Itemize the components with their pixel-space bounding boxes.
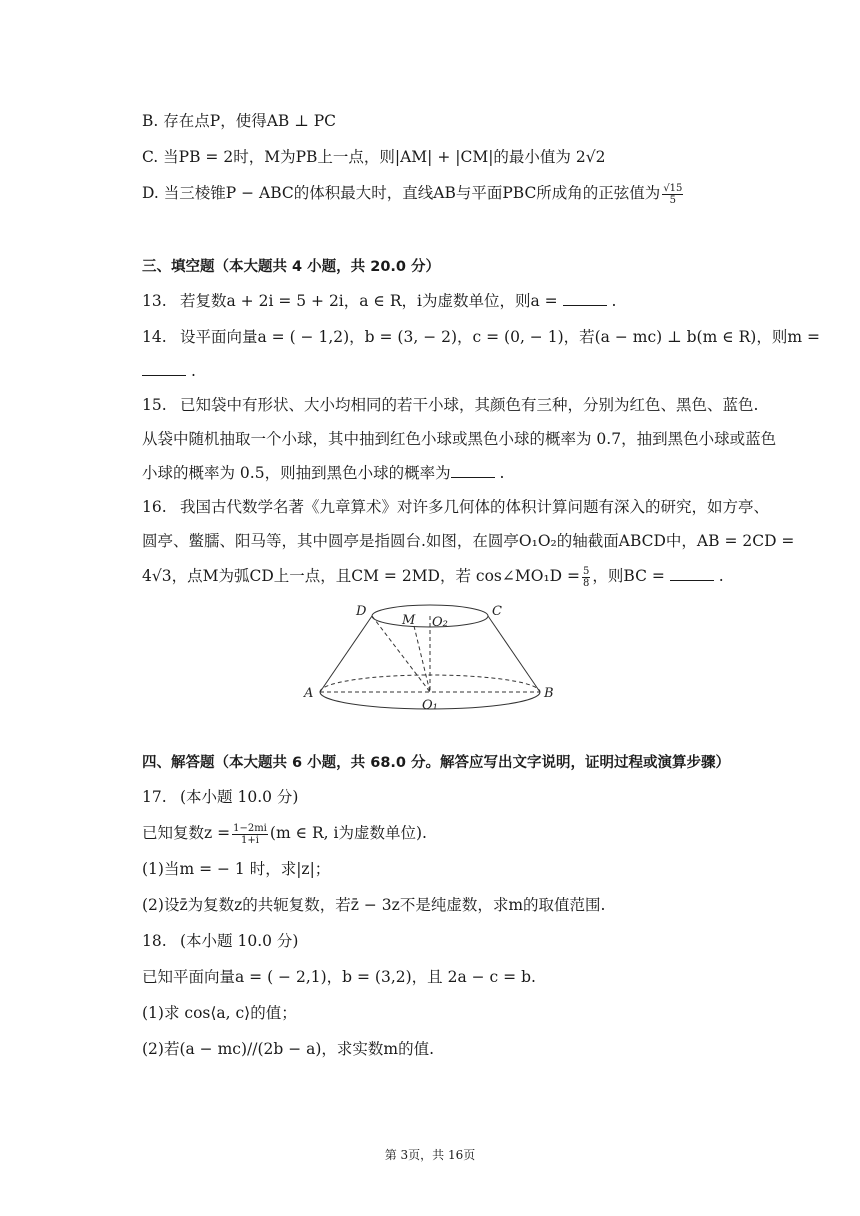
page-footer: 第 3页，共 16页	[384, 1148, 476, 1162]
question-15-line2: 从袋中随机抽取一个小球，其中抽到红色小球或黑色小球的概率为 0.7，抽到黑色小球或蓝色	[142, 430, 777, 448]
option-b-label: B.	[142, 112, 159, 130]
option-c	[142, 146, 760, 168]
section-3-title: 三、填空题（本大题共 4 小题，共 20.0 分）	[142, 259, 441, 275]
question-text: 我国古代数学名著《九章算术》对许多几何体的体积计算问题有深入的研究，如方亭、	[180, 498, 770, 516]
question-14	[142, 326, 820, 348]
label-o2: O₂	[432, 615, 448, 630]
z-fraction	[232, 823, 268, 846]
question-17-part2: (2)设z̄为复数z的共轭复数，若z̄ − 3z不是纯虚数，求m的取值范围.	[142, 896, 606, 914]
question-text: 已知袋中有形状、大小均相同的若干小球，其颜色有三种，分别为红色、黑色、蓝色.	[180, 396, 759, 414]
question-18-part1: (1)求 cos⟨a, c⟩的值；	[142, 1004, 297, 1022]
question-number: 16.	[142, 498, 167, 516]
question-18-stem: 已知平面向量a = ( − 2,1)，b = (3,2)，且 2a − c = b.	[142, 968, 536, 986]
question-text: 若复数a + 2i = 5 + 2i，a ∈ R，i为虚数单位，则a =	[180, 292, 558, 310]
question-18	[142, 930, 760, 952]
fraction-denominator: 5	[669, 194, 677, 206]
frustum-figure	[296, 597, 566, 715]
question-15	[142, 394, 760, 416]
option-c-label: C.	[142, 148, 159, 166]
option-d	[142, 182, 760, 206]
fraction-denominator: 1+i	[241, 834, 259, 846]
question-text: 设平面向量a = ( − 1,2)，b = (3, − 2)，c = (0, − 1)，若(a − mc) ⊥ b(m ∈ R)，则m =	[180, 328, 820, 346]
question-text: (m ∈ R, i为虚数单位).	[269, 824, 427, 842]
segment-mo1	[414, 626, 430, 692]
label-m: M	[402, 613, 416, 628]
option-c-text: 当PB = 2时，M为PB上一点，则|AM| + |CM|的最小值为 2√2	[163, 148, 606, 166]
answer-blank	[563, 291, 607, 306]
question-end: .	[190, 362, 196, 380]
question-end: .	[718, 567, 724, 585]
option-d-fraction	[662, 183, 683, 206]
question-score: (本小题 10.0 分)	[180, 932, 299, 950]
question-number: 15.	[142, 396, 167, 414]
question-text: 4√3，点M为弧CD上一点，且CM = 2MD，若 cos∠MO₁D =	[142, 567, 581, 585]
question-15-line3	[142, 462, 760, 484]
label-d: D	[356, 604, 367, 619]
fraction-numerator: 5	[583, 565, 590, 577]
label-a: A	[304, 686, 314, 701]
fraction-numerator: 1−2mi	[233, 822, 267, 834]
question-16	[142, 496, 770, 518]
option-d-text: 当三棱锥P − ABC的体积最大时，直线AB与平面PBC所成角的正弦值为	[163, 184, 661, 202]
question-end: .	[499, 464, 505, 482]
question-17-part1: (1)当m = − 1 时，求|z|；	[142, 860, 331, 878]
question-16-line2: 圆亭、鳖臑、阳马等，其中圆亭是指圆台.如图，在圆亭O₁O₂的轴截面ABCD中，AB = 2CD =	[142, 532, 795, 550]
cos-fraction	[582, 566, 590, 589]
question-17	[142, 786, 760, 808]
question-17-stem	[142, 822, 760, 846]
label-c: C	[492, 604, 502, 619]
label-b: B	[544, 686, 554, 701]
section-4-title: 四、解答题（本大题共 6 小题，共 68.0 分。解答应写出文字说明，证明过程或演算步骤）	[142, 755, 731, 771]
answer-blank	[142, 361, 186, 376]
question-16-line3	[142, 565, 760, 589]
question-text: 小球的概率为 0.5，则抽到黑色小球的概率为	[142, 464, 451, 482]
question-13	[142, 290, 760, 312]
option-d-label: D.	[142, 184, 159, 202]
question-number: 14.	[142, 328, 167, 346]
option-b	[142, 110, 760, 132]
question-18-part2: (2)若(a − mc)//(2b − a)，求实数m的值.	[142, 1040, 435, 1058]
question-text: 已知复数z =	[142, 824, 231, 842]
answer-blank	[670, 566, 714, 581]
question-score: (本小题 10.0 分)	[180, 788, 299, 806]
question-text: ，则BC =	[592, 567, 665, 585]
question-14-cont	[142, 360, 760, 382]
label-o1: O₁	[422, 698, 438, 713]
answer-blank	[451, 463, 495, 478]
question-number: 18.	[142, 932, 167, 950]
question-number: 17.	[142, 788, 167, 806]
fraction-numerator: √15	[663, 182, 683, 194]
option-b-text: 存在点P，使得AB ⊥ PC	[163, 112, 336, 130]
question-number: 13.	[142, 292, 167, 310]
question-end: .	[611, 292, 617, 310]
fraction-denominator: 8	[583, 577, 590, 589]
